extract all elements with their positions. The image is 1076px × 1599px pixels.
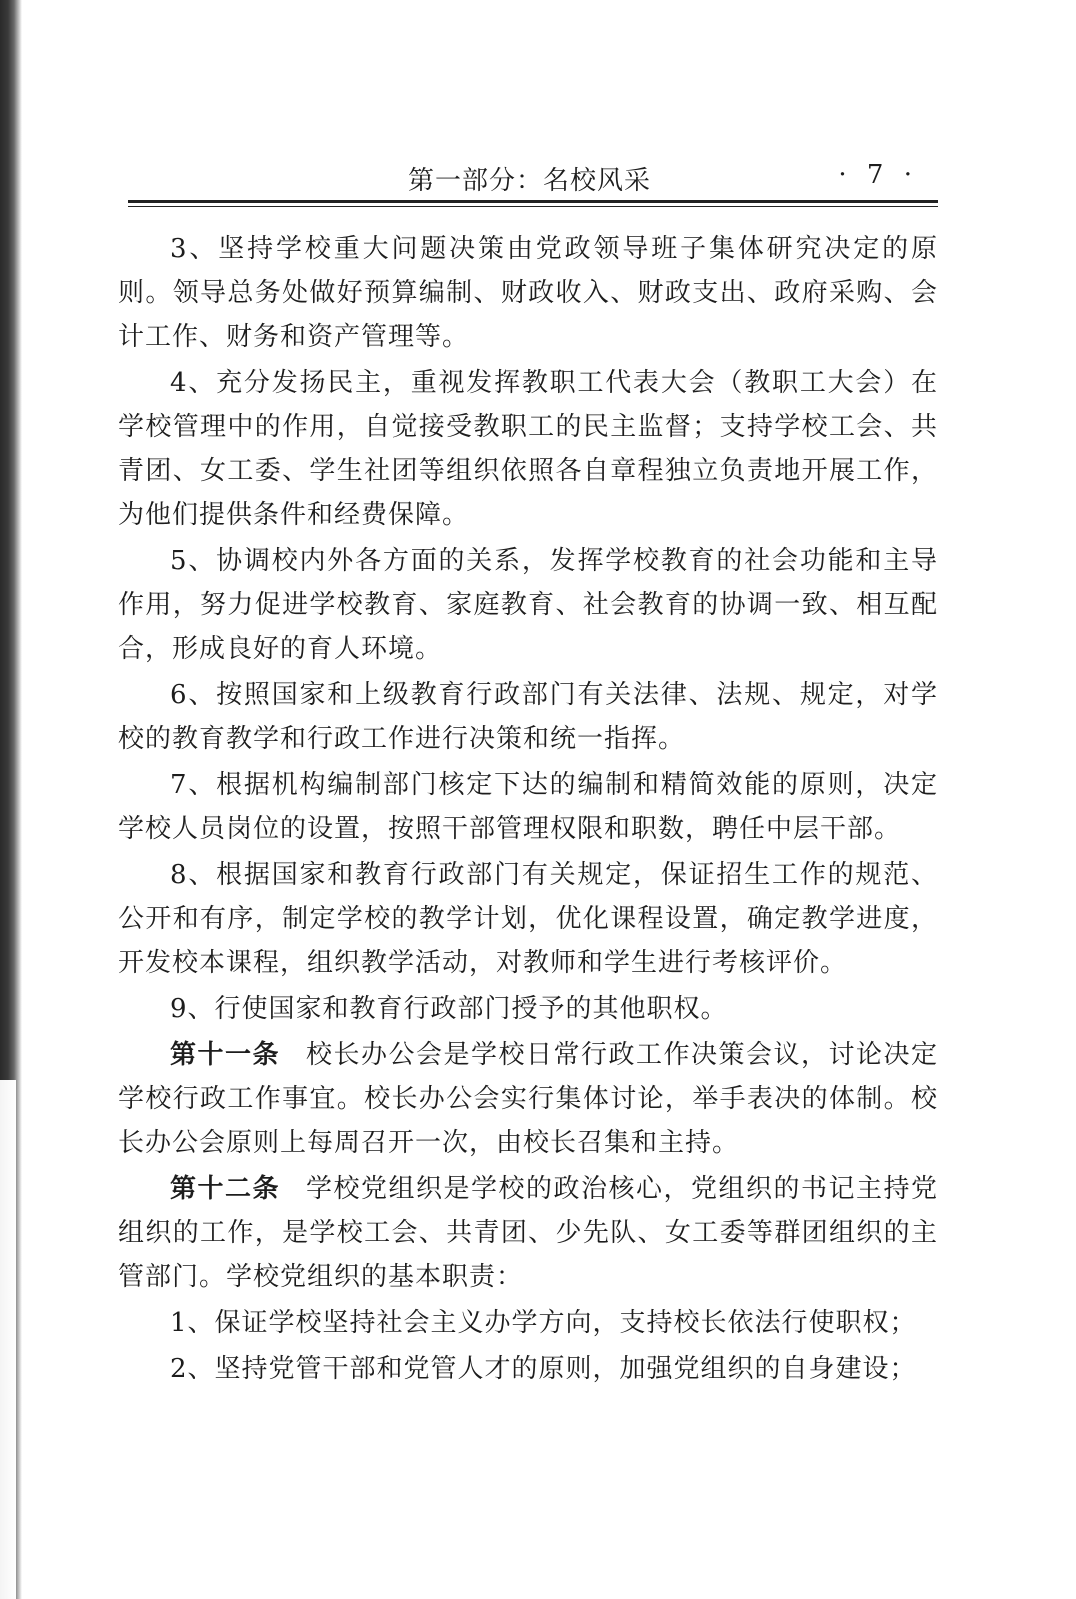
paragraph-text: 7、根据机构编制部门核定下达的编制和精简效能的原则，决定学校人员岗位的设置，按照干部管理权限和职数，聘任中层干部。 [118,770,938,844]
paragraph-text: 4、充分发扬民主，重视发挥教职工代表大会（教职工大会）在学校管理中的作用，自觉接受教职工的民主监督；支持学校工会、共青团、女工委、学生社团等组织依照各自章程独立负责地开展工作，为他们提供条件和经费保障。 [118,368,938,530]
paragraph-item-7 [118,763,938,851]
article-text: 学校党组织是学校的政治核心，党组织的书记主持党组织的工作，是学校工会、共青团、少先队、女工委等群团组织的主管部门。学校党组织的基本职责： [118,1174,938,1292]
paragraph-text: 2、坚持党管干部和党管人才的原则，加强党组织的自身建设； [170,1354,917,1384]
paragraph-text: 9、行使国家和教育行政部门授予的其他职权。 [170,994,728,1024]
header-rule-thin [128,206,938,207]
paragraph-text: 6、按照国家和上级教育行政部门有关法律、法规、规定，对学校的教育教学和行政工作进行决策和统一指挥。 [118,680,938,754]
paragraph-item-5 [118,539,938,671]
article-12 [118,1167,938,1299]
article-text: 校长办公会是学校日常行政工作决策会议，讨论决定学校行政工作事宜。校长办公会实行集体讨论，举手表决的体制。校长办公会原则上每周召开一次，由校长召集和主持。 [118,1040,938,1158]
paragraph-item-6 [118,673,938,761]
paragraph-text: 5、协调校内外各方面的关系，发挥学校教育的社会功能和主导作用，努力促进学校教育、家庭教育、社会教育的协调一致、相互配合，形成良好的育人环境。 [118,546,938,664]
article-label: 第十二条 [170,1174,280,1204]
paragraph-text: 8、根据国家和教育行政部门有关规定，保证招生工作的规范、公开和有序，制定学校的教学计划，优化课程设置，确定教学进度，开发校本课程，组织教学活动，对教师和学生进行考核评价。 [118,860,938,978]
paragraph-text: 3、坚持学校重大问题决策由党政领导班子集体研究决定的原则。领导总务处做好预算编制、财政收入、财政支出、政府采购、会计工作、财务和资产管理等。 [118,234,938,352]
document-page [118,150,938,1393]
paragraph-item-3 [118,227,938,359]
scan-edge-lower [0,1080,16,1599]
page-number: · 7 · [838,160,918,190]
paragraph-item-4 [118,361,938,537]
duty-item-1 [118,1301,938,1345]
paragraph-item-8 [118,853,938,985]
body-text [118,227,938,1391]
header-rule-thick [128,200,938,203]
article-label: 第十一条 [170,1040,280,1070]
running-head [118,150,938,200]
running-head-title: 第一部分：名校风采 [408,166,652,196]
duty-item-2 [118,1347,938,1391]
article-11 [118,1033,938,1165]
paragraph-item-9 [118,987,938,1031]
paragraph-text: 1、保证学校坚持社会主义办学方向，支持校长依法行使职权； [170,1308,917,1338]
